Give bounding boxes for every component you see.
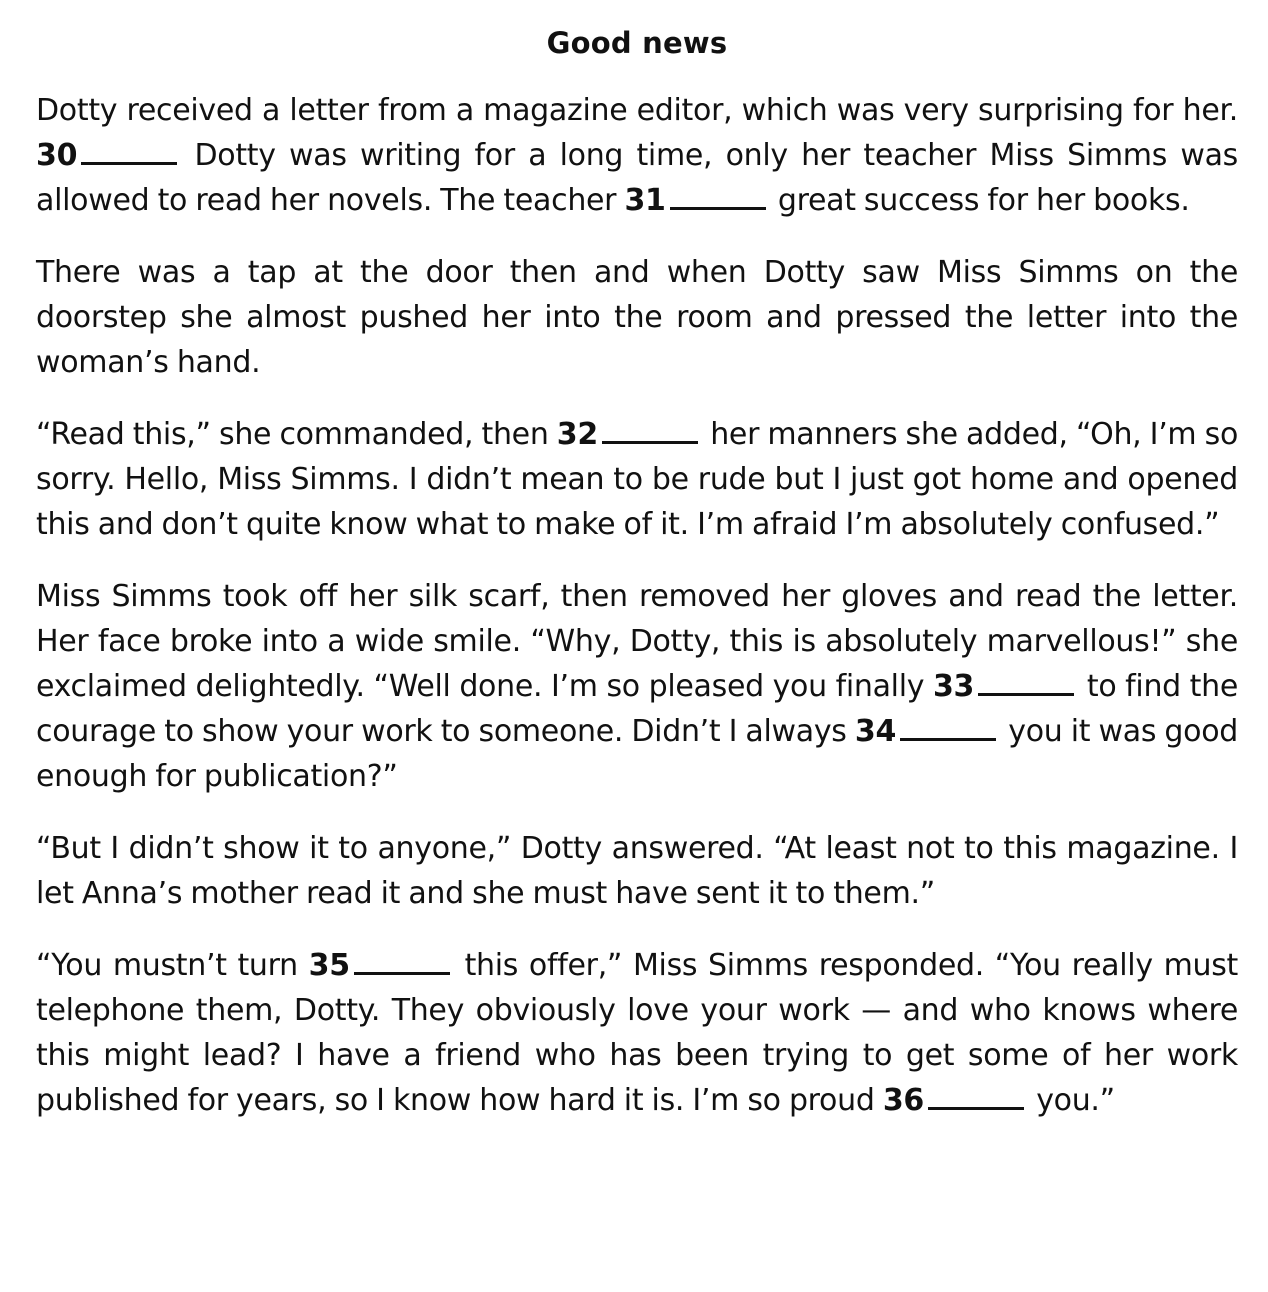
paragraph-text: “You mustn’t turn [36,948,309,983]
gap-number: 36 [882,1083,924,1118]
gap-blank[interactable] [354,950,450,975]
gap-number: 33 [932,669,975,704]
paragraph-text: Dotty was writing for a long time, only her teacher Miss Simms was allowed to read her novels. The teacher [36,138,1238,218]
paragraph [36,250,1238,385]
gap-blank[interactable] [602,419,698,444]
paragraph-text: this offer,” Miss Simms responded. “You really must telephone them, Dotty. They obviously love your work — and who knows where this might lead? I have a friend who has been trying to get some of her work published for years, so I know how hard it is. I’m so proud [36,948,1238,1118]
gap-blank[interactable] [81,140,177,165]
paragraph-text: Dotty received a letter from a magazine editor, which was very surprising for her. [36,93,1238,128]
paragraph [36,574,1238,799]
paragraph-text: great success for her books. [769,183,1190,218]
gap-number: 35 [308,948,350,983]
paragraph-text: “But I didn’t show it to anyone,” Dotty answered. “At least not to this magazine. I let Anna’s mother read it and she must have sent it to them.” [36,831,1238,911]
gap-blank[interactable] [900,716,996,741]
paragraph-text: “Read this,” she commanded, then [36,417,557,452]
paragraph-text: There was a tap at the door then and when Dotty saw Miss Simms on the doorstep she almost pushed her into the room and pressed the letter into the woman’s hand. [36,255,1238,380]
paragraph-text: you it was good enough for publication?” [36,714,1238,794]
gap-blank[interactable] [928,1085,1024,1110]
gap-number: 32 [556,417,598,452]
paragraph [36,826,1238,916]
paragraph-text: Miss Simms took off her silk scarf, then removed her gloves and read the letter. Her face broke into a wide smile. “Why, Dotty, this is absolutely marvellous!” she exclaimed delightedly. “Well done. I’m so pleased you finally [36,579,1238,704]
gap-number: 30 [36,138,78,173]
paragraph-text: to find the courage to show your work to someone. Didn’t I always [36,669,1239,749]
paragraph-text: you.” [1027,1083,1115,1118]
gap-number: 31 [624,183,666,218]
paragraph [36,412,1238,547]
gap-blank[interactable] [978,671,1074,696]
gap-blank[interactable] [670,185,766,210]
paragraph [36,943,1238,1123]
paragraph-text: her manners she added, “Oh, I’m so sorry. Hello, Miss Simms. I didn’t mean to be rude but I just got home and opened this and don’t quite know what to make of it. I’m afraid I’m absolutely confused.” [36,417,1238,542]
paragraph [36,88,1238,223]
page-title: Good news [546,26,728,60]
text-body [36,88,1238,1123]
gap-number: 34 [854,714,897,749]
